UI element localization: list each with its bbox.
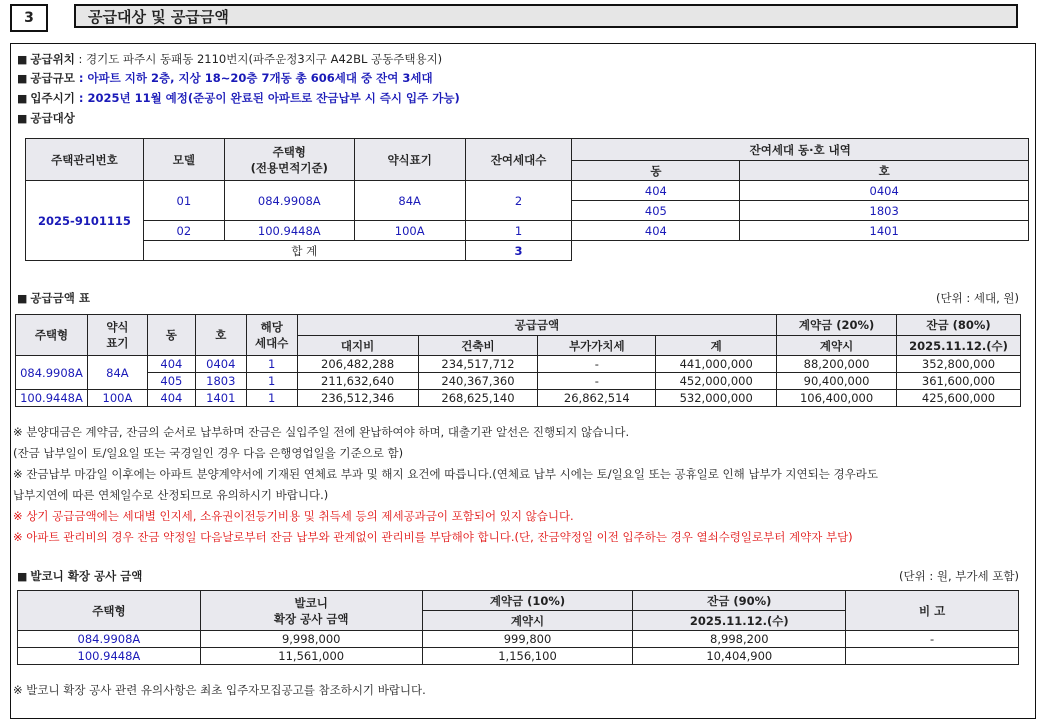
table-cell: 532,000,000 — [656, 390, 777, 407]
square-bullet-icon: ■ — [17, 570, 28, 583]
table-cell: 084.9908A — [18, 631, 201, 648]
table-cell: - — [538, 356, 656, 373]
table-row — [18, 631, 1019, 648]
header-type: 주택형 — [18, 591, 201, 631]
table-cell: 1 — [246, 373, 297, 390]
square-bullet-icon: ■ — [17, 53, 28, 66]
table-cell: 0404 — [740, 181, 1029, 201]
header-remaining: 잔여세대수 — [465, 139, 572, 181]
header-sum: 계 — [656, 336, 777, 356]
table-cell: 10,404,900 — [633, 648, 846, 665]
table-cell: 1 — [246, 356, 297, 373]
header-dong: 동 — [572, 161, 740, 181]
header-housing-type: 주택형 (전용면적기준) — [224, 139, 354, 181]
header-vat: 부가가치세 — [538, 336, 656, 356]
table-cell: 452,000,000 — [656, 373, 777, 390]
table-cell: - — [538, 373, 656, 390]
section-header — [10, 4, 1018, 30]
balcony-title: ■ 발코니 확장 공사 금액 — [17, 569, 143, 583]
note-balcony: ※ 발코니 확장 공사 관련 유의사항은 최초 입주자모집공고를 참조하시기 바랍니다. — [13, 683, 426, 697]
table-cell: 100.9448A — [224, 221, 354, 241]
table-cell: 0404 — [195, 356, 246, 373]
header-balance: 잔금 (90%) — [633, 591, 846, 611]
table-row — [16, 373, 1021, 390]
section-title: 공급대상 및 공급금액 — [74, 4, 1018, 28]
header-deposit: 계약금 (20%) — [777, 315, 897, 336]
table-cell: 361,600,000 — [897, 373, 1021, 390]
header-mgmt-no: 주택관리번호 — [26, 139, 144, 181]
table-cell: 26,862,514 — [538, 390, 656, 407]
table-cell: 2 — [465, 181, 572, 221]
table-cell: 1,156,100 — [422, 648, 633, 665]
header-build: 건축비 — [418, 336, 538, 356]
table-cell: 084.9908A — [224, 181, 354, 221]
section-number: 3 — [10, 4, 48, 32]
table-cell: 441,000,000 — [656, 356, 777, 373]
header-ho: 호 — [195, 315, 246, 356]
balcony-table — [17, 590, 1019, 665]
table-cell: 234,517,712 — [418, 356, 538, 373]
header-ho: 호 — [740, 161, 1029, 181]
square-bullet-icon: ■ — [17, 92, 28, 105]
table-row — [18, 648, 1019, 665]
table-cell: 425,600,000 — [897, 390, 1021, 407]
header-balance: 잔금 (80%) — [897, 315, 1021, 336]
square-bullet-icon: ■ — [17, 292, 28, 305]
note-management-fee: ※ 아파트 관리비의 경우 잔금 약정일 다음날로부터 잔금 납부와 관계없이 관리비를 부담해야 합니다.(단, 잔금약정일 이전 입주하는 경우 열쇠수령일로부터 계약자 부담) — [13, 530, 853, 544]
table-cell: 404 — [147, 356, 195, 373]
header-contract: 계약시 — [777, 336, 897, 356]
table-row — [16, 356, 1021, 373]
table-cell: 84A — [354, 181, 465, 221]
note-taxes: ※ 상기 공급금액에는 세대별 인지세, 소유권이전등기비용 및 취득세 등의 제세공과금이 포함되어 있지 않습니다. — [13, 509, 574, 523]
table-cell: 1803 — [195, 373, 246, 390]
table-cell: 88,200,000 — [777, 356, 897, 373]
table-cell: 1 — [465, 221, 572, 241]
table-cell: 268,625,140 — [418, 390, 538, 407]
table-cell: 352,800,000 — [897, 356, 1021, 373]
note-late-fee: ※ 잔금납부 마감일 이후에는 아파트 분양계약서에 기재된 연체료 부과 및 해지 요건에 따릅니다.(연체료 납부 시에는 토/일요일 또는 공휴일로 인해 납부가 지연되는 경우라도 — [13, 467, 878, 481]
header-dong: 동 — [147, 315, 195, 356]
header-count: 해당 세대수 — [246, 315, 297, 356]
table-cell: 100.9448A — [16, 390, 88, 407]
supply-location: ■ 공급위치 : 경기도 파주시 동패동 2110번지(파주운정3지구 A42BL 공동주택용지) — [17, 52, 443, 66]
table-cell: - — [846, 631, 1019, 648]
table-cell: 11,561,000 — [200, 648, 422, 665]
header-deposit: 계약금 (10%) — [422, 591, 633, 611]
table-cell: 999,800 — [422, 631, 633, 648]
table-cell: 1803 — [740, 201, 1029, 221]
table-cell: 404 — [572, 181, 740, 201]
total-label: 합 계 — [143, 241, 465, 261]
table-cell: 9,998,000 — [200, 631, 422, 648]
square-bullet-icon: ■ — [17, 72, 28, 85]
table-row — [16, 390, 1021, 407]
table-cell — [846, 648, 1019, 665]
total-value: 3 — [465, 241, 572, 261]
table-cell: 106,400,000 — [777, 390, 897, 407]
table-cell: 236,512,346 — [297, 390, 418, 407]
supply-price-table — [15, 314, 1021, 407]
table-cell: 8,998,200 — [633, 631, 846, 648]
note-payment-order: ※ 분양대금은 계약금, 잔금의 순서로 납부하며 잔금은 실입주일 전에 완납하여야 하며, 대출기관 알선은 진행되지 않습니다. — [13, 425, 630, 439]
header-abbr: 약식 표기 — [87, 315, 147, 356]
table-cell: 211,632,640 — [297, 373, 418, 390]
movein-period: ■ 입주시기 : 2025년 11월 예정(준공이 완료된 아파트로 잔금납부 시 즉시 입주 가능) — [17, 91, 460, 105]
header-model: 모델 — [143, 139, 224, 181]
table-cell: 084.9908A — [16, 356, 88, 390]
header-contract: 계약시 — [422, 611, 633, 631]
header-unit-detail: 잔여세대 동·호 내역 — [572, 139, 1029, 161]
table-cell: 1401 — [740, 221, 1029, 241]
supply-target-label: ■ 공급대상 — [17, 111, 75, 125]
table-cell: 100.9448A — [18, 648, 201, 665]
header-cost: 발코니 확장 공사 금액 — [200, 591, 422, 631]
supply-scale: ■ 공급규모 : 아파트 지하 2층, 지상 18~20층 7개동 총 606세대 중 잔여 3세대 — [17, 71, 433, 85]
table-cell: 1 — [246, 390, 297, 407]
table-cell: 84A — [87, 356, 147, 390]
content-frame — [10, 43, 1036, 719]
header-note: 비 고 — [846, 591, 1019, 631]
remaining-units-table — [25, 138, 1029, 261]
table-cell: 100A — [87, 390, 147, 407]
square-bullet-icon: ■ — [17, 112, 28, 125]
table-cell: 240,367,360 — [418, 373, 538, 390]
table-cell: 90,400,000 — [777, 373, 897, 390]
header-land: 대지비 — [297, 336, 418, 356]
supply-price-title: ■ 공급금액 표 — [17, 291, 90, 305]
table-cell: 100A — [354, 221, 465, 241]
table-cell: 02 — [143, 221, 224, 241]
header-type: 주택형 — [16, 315, 88, 356]
table-cell: 405 — [147, 373, 195, 390]
table-cell: 01 — [143, 181, 224, 221]
table-cell: 206,482,288 — [297, 356, 418, 373]
header-supply: 공급금액 — [297, 315, 776, 336]
header-date: 2025.11.12.(수) — [897, 336, 1021, 356]
note-holiday: (잔금 납부일이 토/일요일 또는 국경일인 경우 다음 은행영업일을 기준으로 함) — [13, 446, 404, 460]
header-abbr: 약식표기 — [354, 139, 465, 181]
mgmt-number: 2025-9101115 — [26, 181, 144, 261]
table-cell: 404 — [572, 221, 740, 241]
header-date: 2025.11.12.(수) — [633, 611, 846, 631]
table-cell: 405 — [572, 201, 740, 221]
supply-price-unit: (단위 : 세대, 원) — [935, 291, 1019, 305]
table-cell: 1401 — [195, 390, 246, 407]
note-late-fee-cont: 납부지연에 따른 연체일수로 산정되므로 유의하시기 바랍니다.) — [13, 488, 329, 502]
balcony-unit: (단위 : 원, 부가세 포함) — [899, 569, 1019, 583]
table-cell: 404 — [147, 390, 195, 407]
